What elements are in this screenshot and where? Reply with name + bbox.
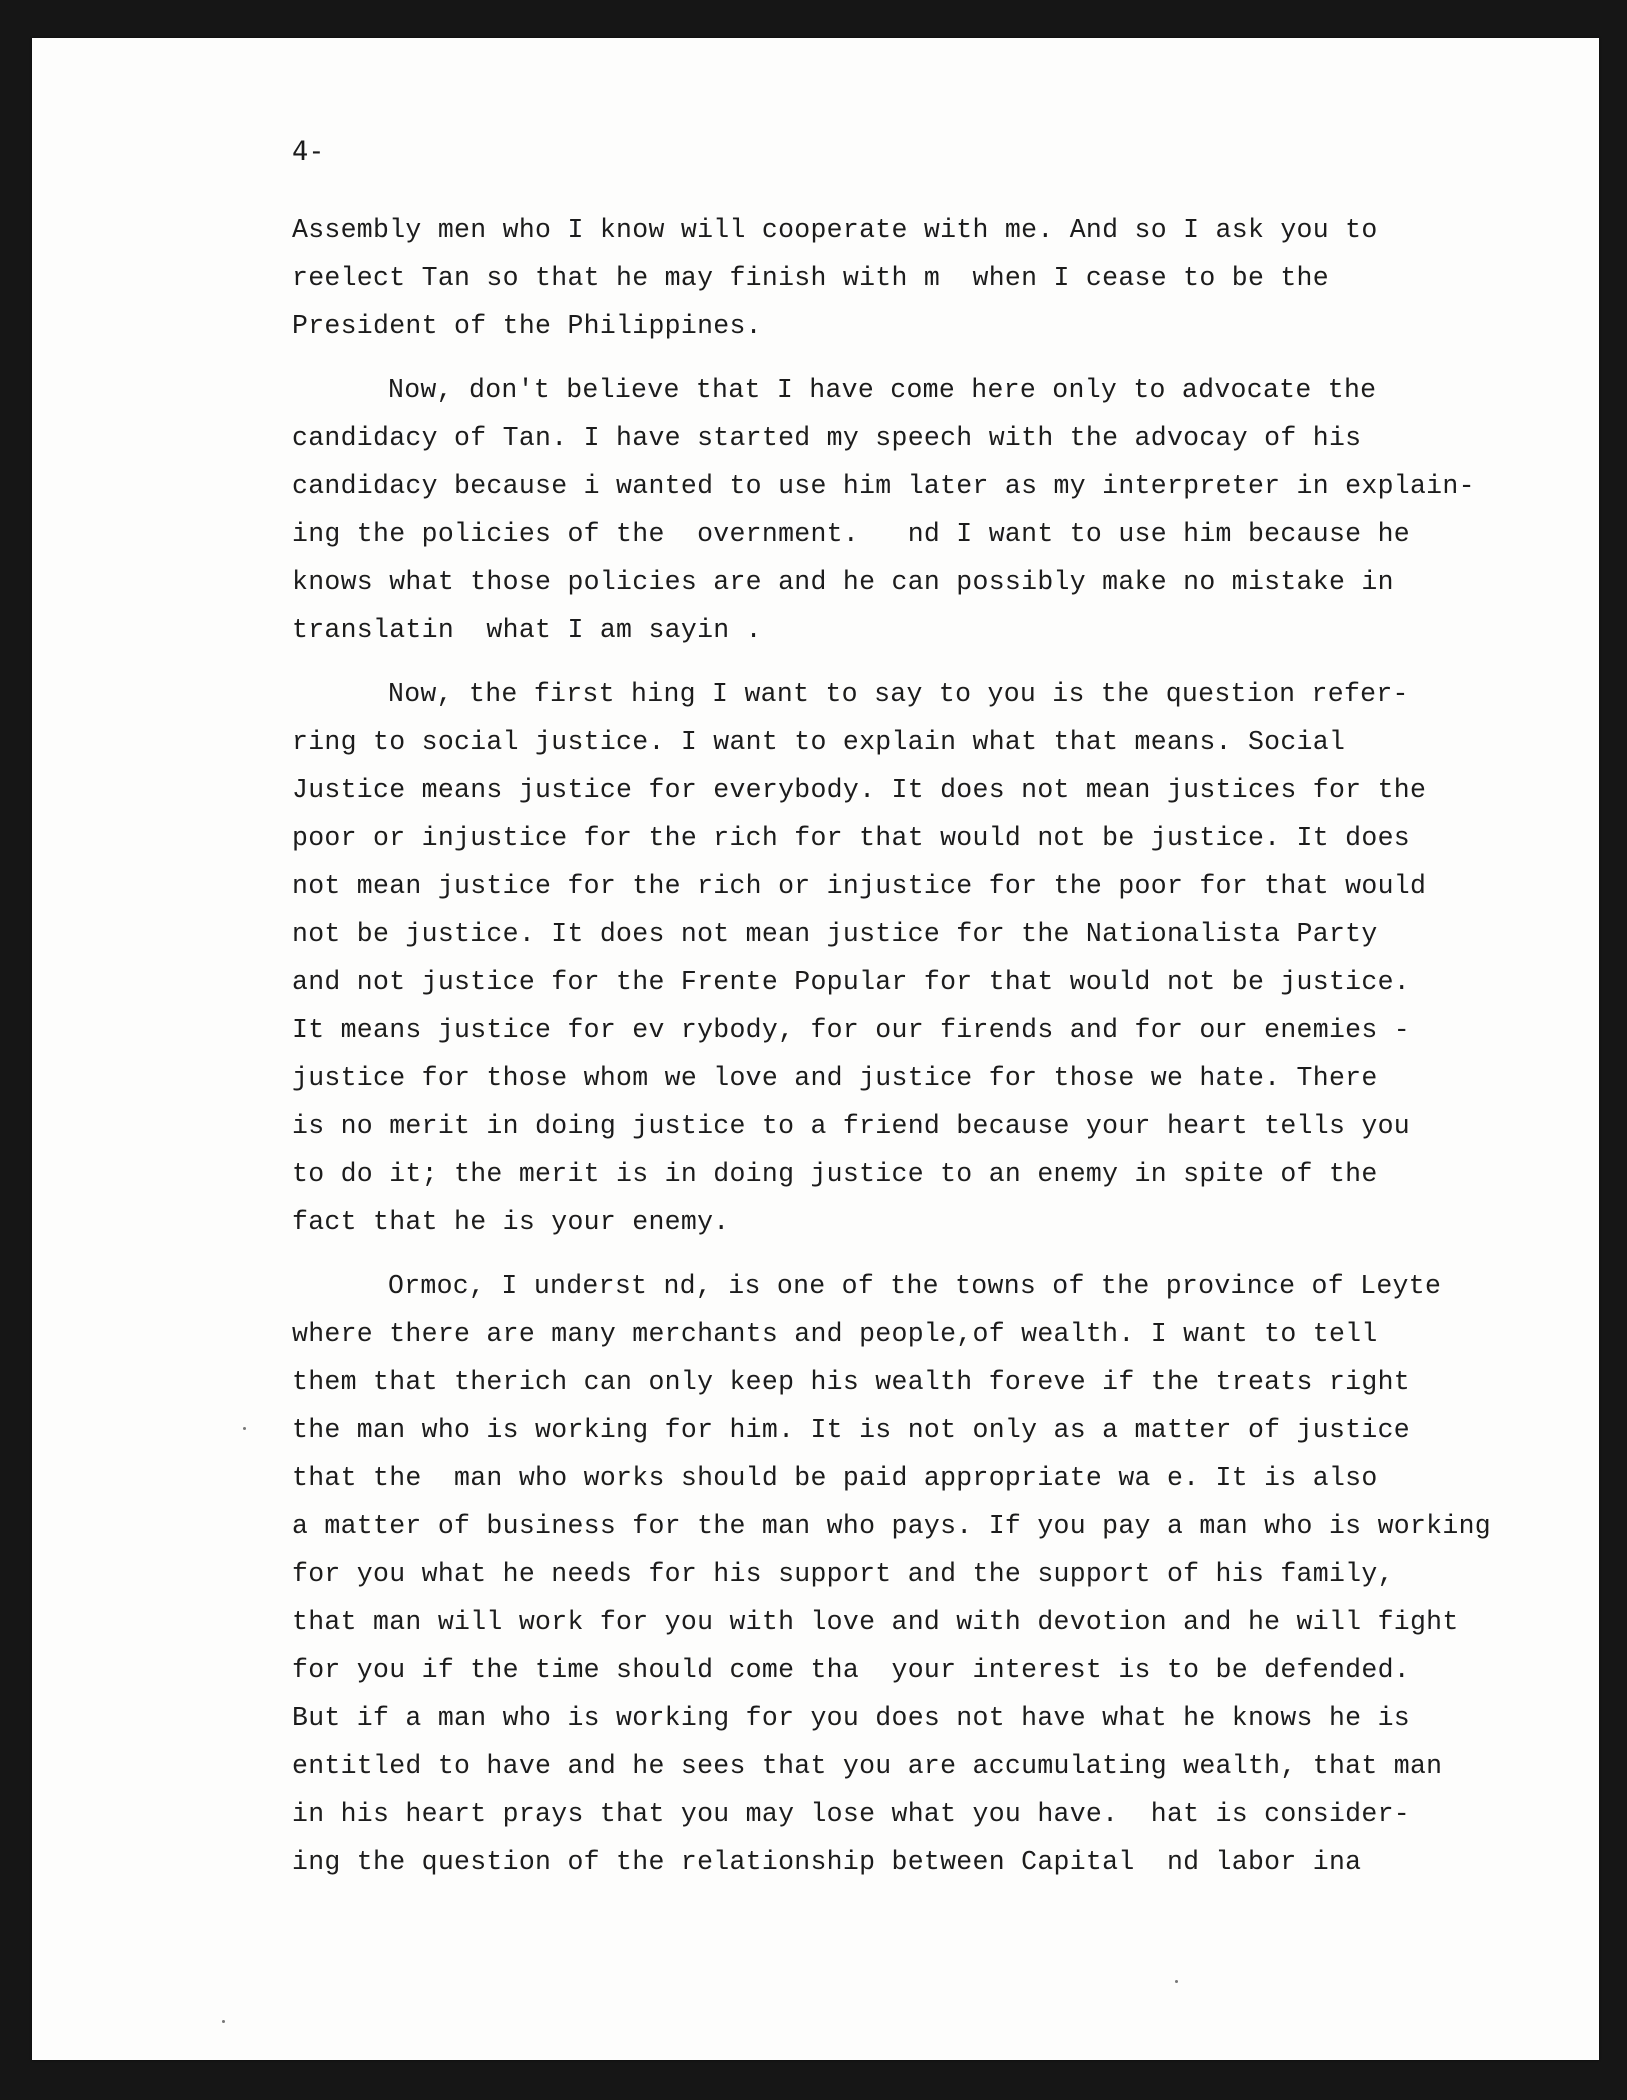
text-line: Assembly men who I know will cooperate with me. And so I ask you to — [292, 215, 1378, 245]
text-line: a matter of business for the man who pays. If you pay a man who is working — [292, 1511, 1491, 1541]
paragraph — [292, 670, 1522, 1246]
text-line: them that therich can only keep his wealth foreve if the treats right — [292, 1367, 1410, 1397]
text-line: knows what those policies are and he can possibly make no mistake in — [292, 567, 1394, 597]
text-line: the man who is working for him. It is not only as a matter of justice — [292, 1415, 1410, 1445]
text-line: Ormoc, I underst nd, is one of the towns of the province of Leyte — [388, 1271, 1442, 1301]
text-line: is no merit in doing justice to a friend because your heart tells you — [292, 1111, 1410, 1141]
text-line: not be justice. It does not mean justice for the Nationalista Party — [292, 919, 1378, 949]
text-line: that man will work for you with love and with devotion and he will fight — [292, 1607, 1459, 1637]
text-line: fact that he is your enemy. — [292, 1207, 730, 1237]
text-line: ing the policies of the overnment. nd I want to use him because he — [292, 519, 1410, 549]
text-line: entitled to have and he sees that you are accumulating wealth, that man — [292, 1751, 1443, 1781]
page-number: 4- — [292, 136, 325, 167]
text-line: ring to social justice. I want to explain what that means. Social — [292, 727, 1346, 757]
text-line: reelect Tan so that he may finish with m when I cease to be the — [292, 263, 1329, 293]
text-line: not mean justice for the rich or injustice for the poor for that would — [292, 871, 1427, 901]
scan-speck — [243, 1427, 246, 1430]
text-line: to do it; the merit is in doing justice to an enemy in spite of the — [292, 1159, 1378, 1189]
paragraph — [292, 206, 1522, 350]
paragraph — [292, 1262, 1522, 1886]
text-line: in his heart prays that you may lose what you have. hat is consider- — [292, 1799, 1410, 1829]
text-line: translatin what I am sayin . — [292, 615, 762, 645]
text-line: justice for those whom we love and justice for those we hate. There — [292, 1063, 1378, 1093]
text-line: and not justice for the Frente Popular for that would not be justice. — [292, 967, 1410, 997]
text-line: candidacy of Tan. I have started my speech with the advocay of his — [292, 423, 1362, 453]
paragraph — [292, 366, 1522, 654]
text-line: where there are many merchants and people,of wealth. I want to tell — [292, 1319, 1378, 1349]
text-line: for you what he needs for his support and the support of his family, — [292, 1559, 1394, 1589]
text-line: for you if the time should come tha your interest is to be defended. — [292, 1655, 1410, 1685]
text-line: ing the question of the relationship between Capital nd labor ina — [292, 1847, 1362, 1877]
text-line: President of the Philippines. — [292, 311, 762, 341]
scan-speck — [222, 2020, 225, 2023]
text-line: Justice means justice for everybody. It does not mean justices for the — [292, 775, 1427, 805]
text-line: But if a man who is working for you does not have what he knows he is — [292, 1703, 1410, 1733]
text-line: candidacy because i wanted to use him later as my interpreter in explain- — [292, 471, 1475, 501]
text-line: Now, the first hing I want to say to you is the question refer- — [388, 679, 1409, 709]
text-line: It means justice for ev rybody, for our firends and for our enemies - — [292, 1015, 1410, 1045]
text-line: poor or injustice for the rich for that would not be justice. It does — [292, 823, 1410, 853]
text-line: Now, don't believe that I have come here only to advocate the — [388, 375, 1377, 405]
text-line: that the man who works should be paid appropriate wa e. It is also — [292, 1463, 1378, 1493]
document-body — [292, 206, 1522, 1902]
scan-speck — [1175, 1980, 1178, 1983]
